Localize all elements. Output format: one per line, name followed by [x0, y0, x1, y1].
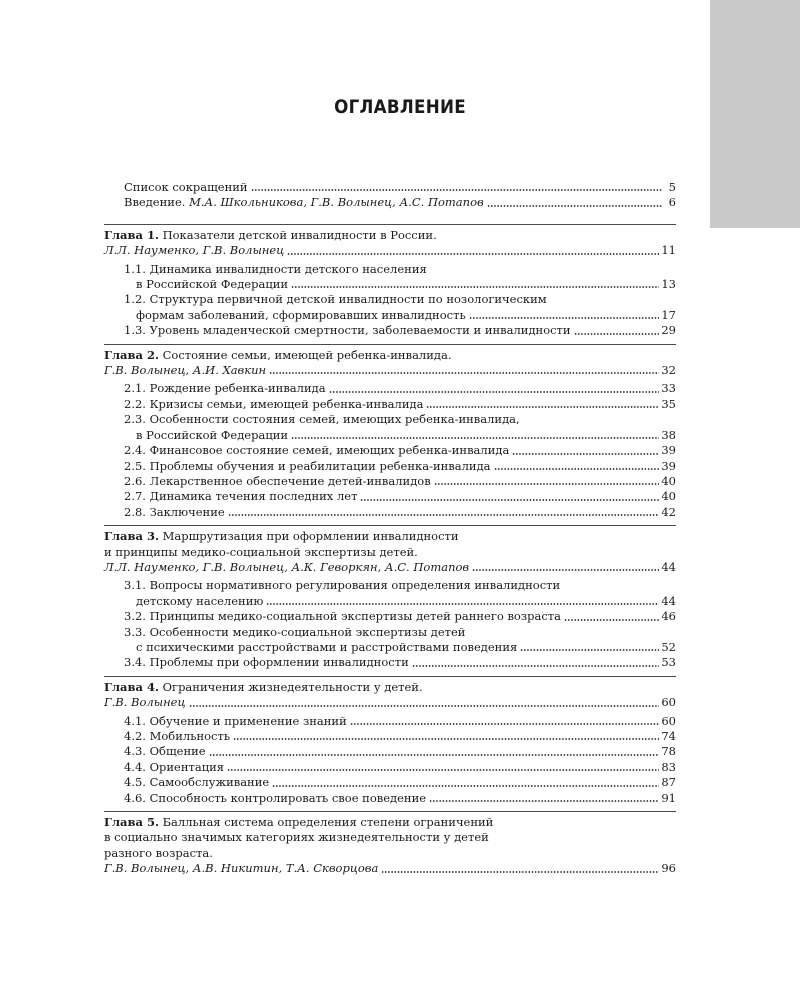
toc-section-line[interactable] — [104, 791, 676, 806]
toc-section-text: 1.2. Структура первичной детской инвалидности по нозологическим — [124, 292, 547, 307]
toc-page-number: 60 — [661, 695, 676, 710]
page-title: ОГЛАВЛЕНИЕ — [334, 96, 466, 118]
toc-page-number: 74 — [661, 729, 676, 743]
toc-section-line[interactable] — [104, 381, 676, 396]
toc-section-line[interactable] — [104, 308, 676, 323]
toc-section-text: в Российской Федерации — [136, 427, 289, 442]
toc-section-line[interactable] — [104, 760, 676, 775]
toc-section-line[interactable] — [104, 625, 676, 640]
toc-page-number: 91 — [661, 790, 676, 805]
toc-page-number: 13 — [661, 277, 676, 292]
toc-entry-abbreviations[interactable] — [104, 180, 676, 195]
chapter-title-line[interactable] — [104, 228, 676, 243]
toc-section-line[interactable] — [104, 594, 676, 609]
toc-page-number: 78 — [661, 744, 676, 759]
toc-section-line[interactable] — [104, 505, 676, 520]
chapter-title-text — [104, 348, 452, 363]
toc-section-line[interactable] — [104, 397, 676, 412]
toc-page-number: 42 — [661, 504, 676, 519]
chapter-authors: Л.Л. Науменко, Г.В. Волынец — [104, 243, 285, 258]
toc-page-number: 39 — [661, 443, 676, 458]
dot-leader — [233, 737, 659, 741]
toc-section-text: 2.6. Лекарственное обеспечение детей-инвалидов — [124, 473, 431, 488]
toc-page-number: 44 — [661, 559, 676, 574]
chapter-block — [104, 676, 676, 806]
toc-section-line[interactable] — [104, 489, 676, 504]
toc-section-line[interactable] — [104, 609, 676, 624]
toc-section-line[interactable] — [104, 262, 676, 277]
chapter-block — [104, 344, 676, 520]
toc-page-number: 44 — [661, 593, 676, 608]
dot-leader — [520, 648, 659, 652]
toc-section-text: 2.8. Заключение — [124, 504, 225, 519]
toc-section-text: 3.1. Вопросы нормативного регулирования определения инвалидности — [124, 578, 561, 593]
toc-page-number: 6 — [668, 195, 676, 210]
toc-section-line[interactable] — [104, 277, 676, 292]
toc-page-number: 96 — [661, 861, 676, 876]
chapter-title: Ограничения жизнедеятельности у детей. — [162, 679, 423, 694]
toc-page-number: 46 — [661, 609, 676, 624]
chapter-authors-line[interactable] — [104, 363, 676, 378]
toc-section-text: 3.4. Проблемы при оформлении инвалидности — [124, 655, 409, 670]
dot-leader — [272, 784, 659, 788]
toc-section-line[interactable] — [104, 578, 676, 593]
dot-leader — [574, 332, 660, 336]
chapter-title-text — [104, 545, 418, 560]
dot-leader — [227, 768, 659, 772]
dot-leader — [512, 452, 659, 456]
toc-section-text: 2.4. Финансовое состояние семей, имеющих ребенка-инвалида — [124, 443, 510, 458]
toc-page-number: 83 — [661, 759, 676, 774]
dot-leader — [291, 436, 659, 440]
toc-section-text: с психическими расстройствами и расстройствами поведения — [136, 639, 518, 654]
dot-leader — [360, 498, 659, 502]
chapter-label: Глава 4. — [104, 679, 159, 694]
toc-page-number: 11 — [661, 243, 676, 258]
chapter-title-text — [104, 228, 437, 243]
chapter-title-line[interactable] — [104, 830, 676, 845]
dot-leader — [329, 390, 660, 394]
dot-leader — [269, 371, 659, 375]
toc-section-text: 4.3. Общение — [124, 744, 206, 759]
chapter-label: Глава 2. — [104, 347, 159, 362]
chapter-title: и принципы медико-социальной экспертизы детей. — [104, 544, 418, 559]
chapter-authors: Г.В. Волынец, А.В. Никитин, Т.А. Скворцова — [104, 861, 379, 876]
chapter-authors: Г.В. Волынец, А.И. Хавкин — [104, 363, 267, 378]
toc-page-number: 38 — [661, 427, 676, 442]
dot-leader — [209, 753, 660, 757]
toc-section-line[interactable] — [104, 729, 676, 744]
dot-leader — [487, 204, 662, 208]
dot-leader — [412, 664, 660, 668]
toc-entry-authors: М.А. Школьникова, Г.В. Волынец, А.С. Потапов — [189, 195, 484, 210]
toc-section-text: 4.6. Способность контролировать свое поведение — [124, 790, 427, 805]
toc-entry-label: Введение. — [124, 195, 186, 210]
dot-leader — [429, 799, 659, 803]
toc-section-text: 4.5. Самообслуживание — [124, 775, 270, 790]
dot-leader — [434, 482, 660, 486]
chapter-block — [104, 224, 676, 339]
toc-page-number: 17 — [661, 307, 676, 322]
toc-section-line[interactable] — [104, 714, 676, 729]
dot-leader — [350, 722, 660, 726]
toc-section-line[interactable] — [104, 640, 676, 655]
toc-section-text: 2.3. Особенности состояния семей, имеющих ребенка-инвалида, — [124, 412, 520, 427]
dot-leader — [564, 618, 659, 622]
chapter-block — [104, 811, 676, 877]
chapter-block — [104, 525, 676, 671]
toc-section-text: 1.3. Уровень младенческой смертности, заболеваемости и инвалидности — [124, 323, 571, 338]
toc-page-number: 87 — [661, 775, 676, 790]
toc-entry-text — [124, 195, 484, 210]
chapter-label: Глава 3. — [104, 529, 159, 544]
toc-page-number: 39 — [661, 458, 676, 473]
dot-leader — [291, 285, 659, 289]
toc-page-number: 5 — [668, 180, 676, 194]
toc-section-text: 2.7. Динамика течения последних лет — [124, 489, 358, 504]
dot-leader — [251, 188, 662, 192]
toc-section-text: 4.1. Обучение и применение знаний — [124, 713, 347, 728]
toc-section-line[interactable] — [104, 412, 676, 427]
chapter-title-text — [104, 815, 493, 830]
dot-leader — [189, 704, 660, 708]
toc-page-number: 32 — [661, 363, 676, 378]
toc-section-line[interactable] — [104, 428, 676, 443]
chapter-label: Глава 1. — [104, 227, 159, 242]
toc-page-number: 40 — [661, 473, 676, 488]
chapter-authors-line[interactable] — [104, 695, 676, 710]
toc-section-text: детскому населению — [136, 593, 264, 608]
dot-leader — [381, 870, 659, 874]
toc-page-number: 33 — [661, 381, 676, 396]
chapter-authors-line[interactable] — [104, 861, 676, 876]
dot-leader — [469, 316, 660, 320]
chapter-authors-line[interactable] — [104, 560, 676, 575]
toc-page-number: 29 — [661, 323, 676, 338]
toc-section-text: 2.2. Кризисы семьи, имеющей ребенка-инвалида — [124, 396, 424, 411]
toc-page-number: 53 — [661, 655, 676, 670]
toc-section-line[interactable] — [104, 775, 676, 790]
dot-leader — [287, 252, 659, 256]
chapter-title-line[interactable] — [104, 348, 676, 363]
toc-section-text: 1.1. Динамика инвалидности детского населения — [124, 261, 427, 276]
toc-page-number: 52 — [661, 639, 676, 654]
chapter-title-line[interactable] — [104, 846, 676, 861]
chapter-title: Маршрутизация при оформлении инвалидности — [162, 529, 459, 544]
toc-section-line[interactable] — [104, 443, 676, 458]
chapter-title-line[interactable] — [104, 815, 676, 830]
toc-entry-introduction[interactable] — [104, 195, 676, 210]
dot-leader — [472, 568, 659, 572]
chapter-title: в социально значимых категориях жизнедеятельности у детей — [104, 830, 489, 845]
dot-leader — [228, 513, 660, 517]
chapter-authors-line[interactable] — [104, 243, 676, 258]
chapter-title-line[interactable] — [104, 680, 676, 695]
toc-page-number: 60 — [661, 713, 676, 728]
toc-section-text: 4.2. Мобильность — [124, 729, 231, 743]
toc-section-text: в Российской Федерации — [136, 277, 289, 292]
chapter-title: Состояние семьи, имеющей ребенка-инвалида. — [162, 347, 452, 362]
toc-section-text: 2.1. Рождение ребенка-инвалида — [124, 381, 326, 396]
dot-leader — [494, 467, 660, 471]
chapter-title-line[interactable] — [104, 545, 676, 560]
dot-leader — [266, 602, 659, 606]
toc-page-number: 35 — [661, 396, 676, 411]
chapter-label: Глава 5. — [104, 815, 159, 830]
chapter-title-text — [104, 830, 489, 845]
chapter-title: разного возраста. — [104, 845, 213, 860]
dot-leader — [426, 405, 659, 409]
chapter-title: Балльная система определения степени ограничений — [162, 815, 494, 830]
chapter-authors: Л.Л. Науменко, Г.В. Волынец, А.К. Геворкян, А.С. Потапов — [104, 559, 470, 574]
toc-section-text: 3.3. Особенности медико-социальной экспертизы детей — [124, 624, 466, 639]
toc-section-text: 4.4. Ориентация — [124, 759, 225, 774]
toc-section-text: 3.2. Принципы медико-социальной экспертизы детей раннего возраста — [124, 609, 561, 624]
chapter-title: Показатели детской инвалидности в России. — [162, 227, 437, 242]
chapter-title-text — [104, 529, 459, 544]
chapter-title-line[interactable] — [104, 529, 676, 544]
toc-section-text: 2.5. Проблемы обучения и реабилитации ребенка-инвалида — [124, 458, 491, 473]
toc-section-line[interactable] — [104, 655, 676, 670]
toc-page-number: 40 — [661, 489, 676, 504]
toc-section-text: формам заболеваний, сформировавших инвалидность — [136, 307, 466, 322]
toc-section-line[interactable] — [104, 459, 676, 474]
chapter-authors: Г.В. Волынец — [104, 695, 186, 710]
toc-section-line[interactable] — [104, 744, 676, 759]
toc-section-line[interactable] — [104, 323, 676, 338]
chapter-title-text — [104, 680, 423, 695]
toc-section-line[interactable] — [104, 292, 676, 307]
toc-section-line[interactable] — [104, 474, 676, 489]
chapter-title-text — [104, 846, 213, 861]
toc-entry-text: Список сокращений — [124, 180, 248, 194]
table-of-contents — [104, 180, 676, 877]
